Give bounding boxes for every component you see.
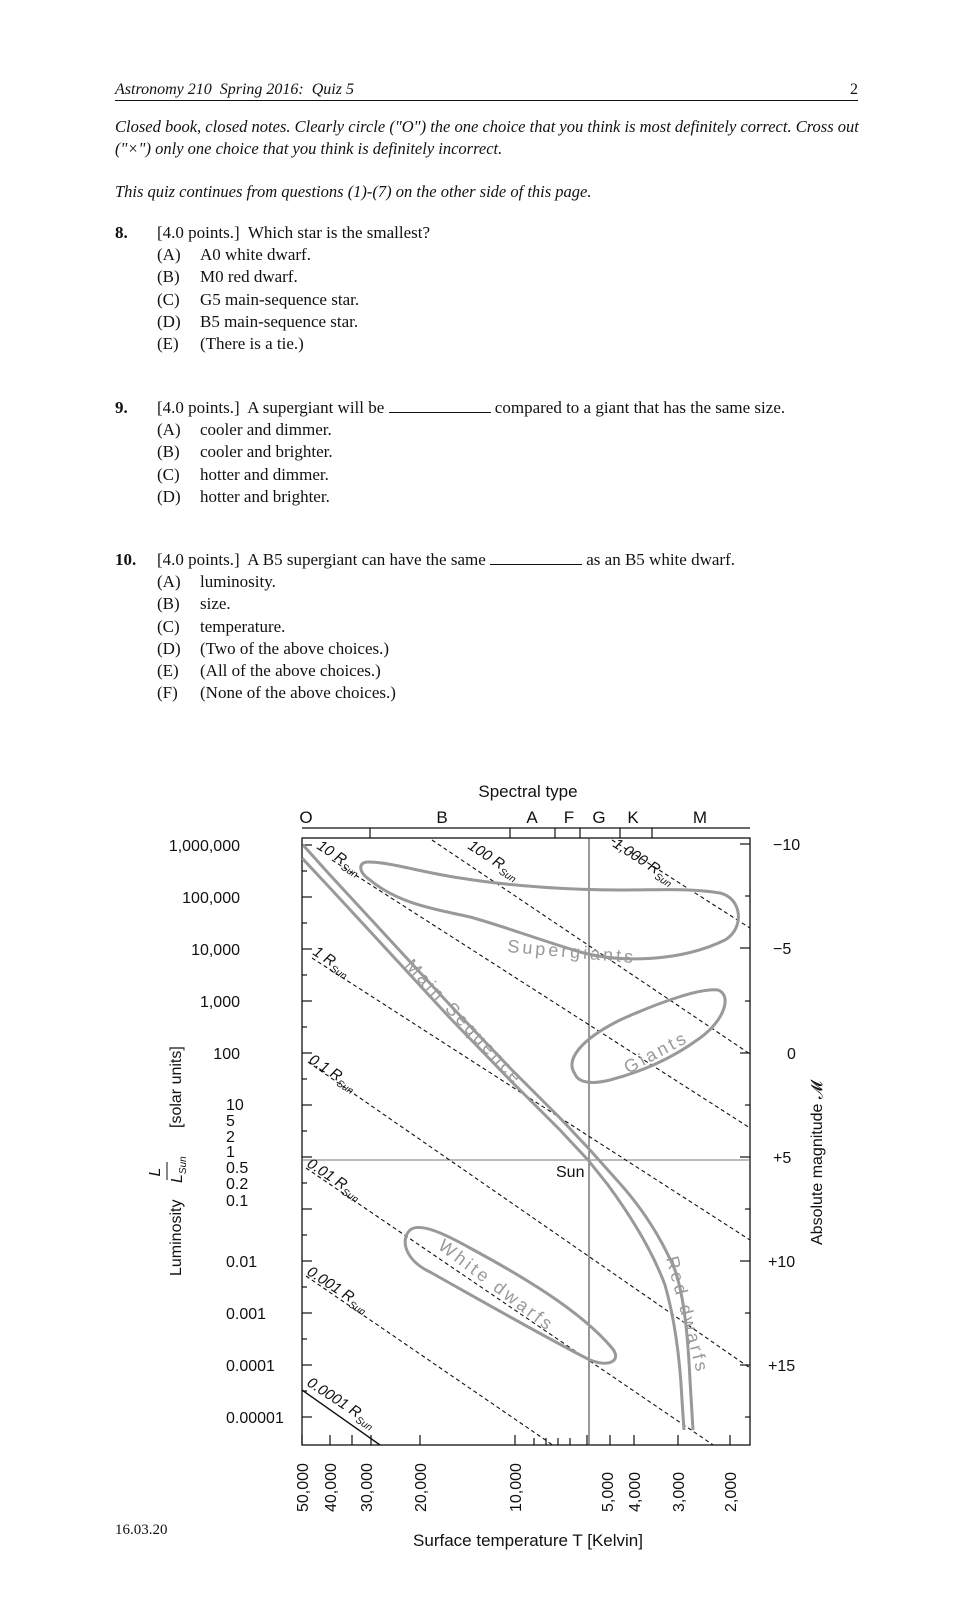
giants-region <box>572 990 725 1083</box>
prompt-before: [4.0 points.] A B5 supergiant can have the same <box>157 550 486 569</box>
spectral-label-k: K <box>627 808 639 827</box>
spectral-label-b: B <box>436 808 448 827</box>
radius-label-0-01: 0.01 $R_{Sun}$ <box>303 1155 361 1206</box>
red-dwarfs-label: Red dwarfs <box>662 1253 713 1376</box>
x-axis-label: Surface temperature T [Kelvin] <box>413 1531 643 1550</box>
lum-label: 10 <box>226 1097 244 1114</box>
lum-label: 0.1 <box>226 1193 249 1210</box>
option-text: (None of the above choices.) <box>200 683 396 703</box>
main-sequence-band-lower <box>302 858 684 1430</box>
temp-label: 5,000 <box>600 1471 617 1512</box>
temp-label: 10,000 <box>508 1463 525 1512</box>
option-letter: (A) <box>157 572 181 591</box>
option-text: (All of the above choices.) <box>200 661 381 681</box>
supergiants-label: Supergiants <box>506 936 637 968</box>
lum-label: 1 <box>226 1144 235 1161</box>
lum-label: 0.00001 <box>226 1410 284 1427</box>
y-axis-label-left <box>147 1046 189 1276</box>
spectral-label-m: M <box>692 808 708 827</box>
lum-label: 100,000 <box>182 890 240 907</box>
lum-label: 0.2 <box>226 1176 249 1193</box>
prompt-before: [4.0 points.] A supergiant will be <box>157 398 385 417</box>
quiz-title: Astronomy 210 Spring 2016: Quiz 5 <box>115 81 354 98</box>
lum-label: 5 <box>226 1113 235 1130</box>
option-text: temperature. <box>200 616 286 636</box>
page-number: 2 <box>850 81 858 98</box>
lum-label: 0.0001 <box>226 1358 275 1375</box>
option-letter: (C) <box>157 289 180 309</box>
option-letter: (E) <box>157 661 179 681</box>
temperature-ticks <box>302 1435 730 1445</box>
y-axis-units: [solar units] <box>168 1046 185 1128</box>
option-letter: (F) <box>157 683 178 703</box>
question-number: 9. <box>115 398 128 417</box>
question-prompt: [4.0 points.] Which star is the smallest? <box>157 223 431 242</box>
magnitude-ticks <box>740 844 750 1417</box>
y-axis-fraction-num: L <box>147 1167 164 1177</box>
spectral-type-title: Spectral type <box>478 782 578 801</box>
option-text: luminosity. <box>200 572 276 591</box>
option-letter: (E) <box>157 334 179 354</box>
spectral-label-a: A <box>526 808 538 827</box>
option-text: size. <box>200 594 231 614</box>
main-sequence-label: Main Sequence <box>401 955 528 1089</box>
temp-label: 3,000 <box>671 1471 688 1512</box>
option-text: hotter and dimmer. <box>200 464 329 484</box>
mag-label: +15 <box>768 1358 796 1375</box>
lum-label: 0.5 <box>226 1160 249 1177</box>
question-number: 8. <box>115 223 128 242</box>
luminosity-tick-labels <box>169 838 284 1427</box>
option-text: cooler and brighter. <box>200 442 333 462</box>
luminosity-ticks <box>302 845 312 1417</box>
mag-label: +5 <box>773 1150 792 1167</box>
option-text: (There is a tie.) <box>200 334 304 354</box>
option-letter: (B) <box>157 267 180 287</box>
option-text: (Two of the above choices.) <box>200 638 390 658</box>
temp-label: 20,000 <box>413 1463 430 1512</box>
spectral-label-f: F <box>563 808 575 827</box>
option-letter: (C) <box>157 616 180 636</box>
temp-label: 50,000 <box>295 1463 312 1512</box>
option-text: M0 red dwarf. <box>200 267 298 287</box>
option-letter: (D) <box>157 638 181 658</box>
lum-label: 1,000,000 <box>168 838 240 855</box>
option-letter: (A) <box>157 420 181 439</box>
temp-label: 2,000 <box>723 1471 740 1512</box>
radius-label-1000: 1,000 $R_{Sun}$ <box>609 835 674 891</box>
option-text: B5 main-sequence star. <box>200 311 359 331</box>
option-letter: (C) <box>157 464 180 484</box>
option-text: hotter and brighter. <box>200 486 330 506</box>
lum-label: 100 <box>213 1046 240 1063</box>
option-letter: (A) <box>157 245 181 264</box>
continuation-note: This quiz continues from questions (1)-(7) on the other side of this page. <box>115 182 592 201</box>
mag-label: 0 <box>787 1046 796 1063</box>
radius-labels <box>302 835 678 1434</box>
sun-label: Sun <box>556 1164 585 1181</box>
radius-label-100: 100 $R_{Sun}$ <box>464 837 518 886</box>
radius-label-1: 1 $R_{Sun}$ <box>309 943 349 983</box>
magnitude-tick-labels <box>768 837 800 1375</box>
lum-label: 2 <box>226 1129 235 1146</box>
question-number: 10. <box>115 550 137 569</box>
temp-label: 30,000 <box>359 1463 376 1512</box>
option-letter: (D) <box>157 486 181 506</box>
lum-label: 0.001 <box>226 1306 267 1323</box>
option-text: A0 white dwarf. <box>200 245 311 264</box>
option-text: G5 main-sequence star. <box>200 289 360 309</box>
temperature-tick-labels <box>295 1463 740 1512</box>
y-axis-label-luminosity: Luminosity <box>168 1199 185 1276</box>
mag-label: +10 <box>768 1254 796 1271</box>
white-dwarfs-label: White dwarfs <box>434 1235 559 1336</box>
spectral-type-labels <box>299 808 707 827</box>
option-letter: (B) <box>157 594 180 614</box>
mag-label: −5 <box>773 941 792 958</box>
footer-date: 16.03.20 <box>115 1522 168 1538</box>
spectral-label-o: O <box>299 808 313 827</box>
temp-label: 4,000 <box>627 1471 644 1512</box>
radius-label-0-0001: 0.0001 $R_{Sun}$ <box>303 1374 375 1434</box>
prompt-after: compared to a giant that has the same size. <box>494 398 786 417</box>
radius-label-10: 10 $R_{Sun}$ <box>313 837 360 881</box>
lum-label: 10,000 <box>191 942 240 959</box>
option-text: cooler and dimmer. <box>200 420 332 439</box>
prompt-after: as an B5 white dwarf. <box>586 550 735 569</box>
spectral-label-g: G <box>592 808 606 827</box>
spectral-ticks <box>370 828 652 838</box>
main-sequence-band-upper <box>303 845 693 1430</box>
radius-label-0-001: 0.001 $R_{Sun}$ <box>303 1263 368 1319</box>
giants-label: Giants <box>620 1026 692 1078</box>
lum-label: 1,000 <box>199 994 240 1011</box>
option-letter: (D) <box>157 311 181 331</box>
radius-label-0-1: 0.1 $R_{Sun}$ <box>305 1051 356 1098</box>
option-letter: (B) <box>157 442 180 462</box>
mag-label: −10 <box>773 837 801 854</box>
lum-label: 0.01 <box>226 1254 258 1271</box>
y-axis-label-right: Absolute magnitude 𝓜 <box>809 1081 826 1245</box>
temp-label: 40,000 <box>323 1463 340 1512</box>
y-axis-fraction-den: $L_{Sun}$ <box>169 1156 189 1183</box>
instructions: Closed book, closed notes. Clearly circle ("O") the one choice that you think is most definitely correct. Cross out ("×") only one choice that you think is definitely incorrect. <box>115 117 859 158</box>
